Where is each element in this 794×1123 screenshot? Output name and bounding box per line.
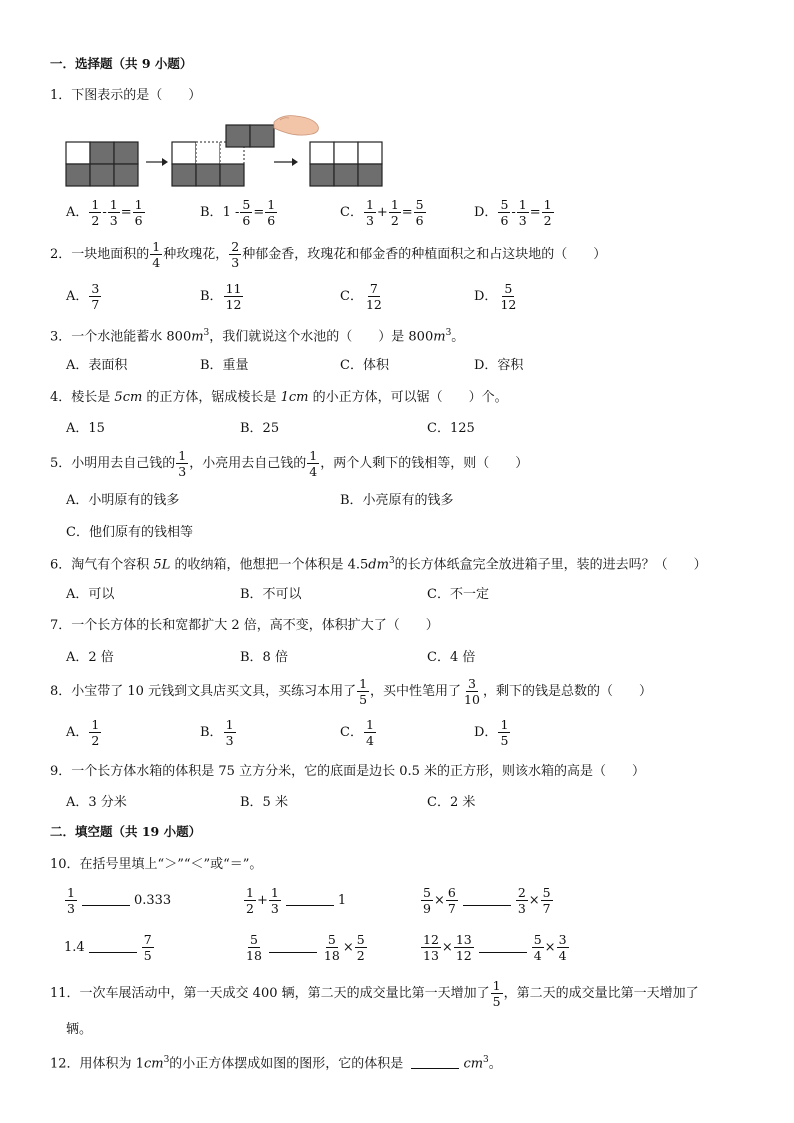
question-7-stem: 7．一个长方体的长和宽都扩大 2 倍，高不变，体积扩大了（ ） [50, 618, 439, 633]
question-10-stem: 10．在括号里填上“＞”“＜”或“＝”。 [50, 857, 263, 872]
grid-removing [172, 116, 318, 186]
question-1-stem: 1．下图表示的是（ ） [50, 88, 202, 103]
q10-expr-4: 1.4 $\frac{7}{5}$ [64, 932, 152, 964]
arrow-2 [274, 158, 298, 166]
question-2-stem: 2．一块地面积的 $\frac{1}{4}$ 种玫瑰花， $\frac{2}{3}$ 种郁金香，玫瑰花和郁金香的种植面积之和占这块地的（ ） [50, 239, 607, 271]
q3-option-d[interactable]: D．容积 [474, 358, 524, 373]
q9-option-a[interactable]: A．3 分米 [66, 795, 127, 810]
question-9-stem: 9．一个长方体水箱的体积是 75 立方分米，它的底面是边长 0.5 米的正方形，则该水箱的高是（ ） [50, 764, 646, 779]
q3-option-c[interactable]: C．体积 [340, 358, 389, 373]
question-11-line2: 辆。 [66, 1022, 93, 1037]
q1-option-b[interactable]: B．1 - $\frac{5}{6}$ = $\frac{1}{6}$ [200, 197, 276, 229]
hand-icon [274, 116, 318, 136]
q1-option-c[interactable]: C． $\frac{1}{3}$ + $\frac{1}{2}$ = $\frac{5}{6}$ [340, 197, 424, 229]
q6-option-b[interactable]: B．不可以 [240, 587, 302, 602]
section-2-title: 二．填空题（共 19 小题） [50, 824, 202, 839]
answer-blank[interactable] [286, 904, 334, 906]
q6-option-c[interactable]: C．不一定 [427, 587, 489, 602]
q1-option-d[interactable]: D． $\frac{5}{6}$ - $\frac{1}{3}$ = $\frac{1}{2}$ [474, 197, 552, 229]
q4-option-b[interactable]: B．25 [240, 421, 280, 436]
q6-option-a[interactable]: A．可以 [66, 587, 115, 602]
answer-blank[interactable] [411, 1067, 459, 1069]
question-1-figure [62, 112, 392, 192]
q10-expr-1: $\frac{1}{3}$ 0.333 [67, 885, 172, 917]
q5-option-c[interactable]: C．他们原有的钱相等 [66, 525, 193, 540]
q2-option-b[interactable]: B． $\frac{11}{12}$ [200, 281, 242, 313]
q8-option-d[interactable]: D． $\frac{1}{5}$ [474, 717, 509, 749]
question-5-stem: 5．小明用去自己钱的 $\frac{1}{3}$ ，小亮用去自己钱的 $\frac{1}{4}$ ，两个人剩下的钱相等，则（ ） [50, 448, 529, 480]
question-4-stem: 4．棱长是 5cm 的正方体，锯成棱长是 1cm 的小正方体，可以锯（ ）个。 [50, 390, 508, 405]
q8-option-b[interactable]: B． $\frac{1}{3}$ [200, 717, 234, 749]
q10-expr-3: $\frac{5}{9}$ × $\frac{6}{7}$ $\frac{2}{3}$ × $\frac{5}{7}$ [423, 885, 551, 917]
question-6-stem: 6．淘气有个容积 5L 的收纳箱，他想把一个体积是 $4.5dm^3$的长方体纸盒完全放进箱子里，装的进去吗？（ ） [50, 556, 707, 573]
q5-option-b[interactable]: B．小亮原有的钱多 [340, 493, 454, 508]
answer-blank[interactable] [82, 904, 130, 906]
q7-option-c[interactable]: C．4 倍 [427, 650, 476, 665]
question-11-stem: 11．一次车展活动中，第一天成交 400 辆，第二天的成交量比第一天增加了 $\frac{1}{5}$ ，第二天的成交量比第一天增加了 [50, 978, 699, 1010]
q7-option-a[interactable]: A．2 倍 [66, 650, 114, 665]
answer-blank[interactable] [89, 951, 137, 953]
q8-option-c[interactable]: C． $\frac{1}{4}$ [340, 717, 374, 749]
question-12-stem: 12．用体积为 $1cm^3$的小正方体摆成如图的图形，它的体积是 $cm^3$。 [50, 1055, 502, 1072]
question-8-stem: 8．小宝带了 10 元钱到文具店买文具，买练习本用了 $\frac{1}{5}$ ，买中性笔用了 $\frac{3}{10}$ ，剩下的钱是总数的（ ） [50, 676, 652, 708]
section-1-title: 一．选择题（共 9 小题） [50, 56, 193, 71]
q7-option-b[interactable]: B．8 倍 [240, 650, 288, 665]
answer-blank[interactable] [269, 951, 317, 953]
answer-blank[interactable] [463, 904, 511, 906]
grid-initial [66, 142, 138, 186]
grid-result [310, 142, 382, 186]
q8-option-a[interactable]: A． $\frac{1}{2}$ [66, 717, 100, 749]
q3-option-b[interactable]: B．重量 [200, 358, 249, 373]
q9-option-c[interactable]: C．2 米 [427, 795, 476, 810]
q9-option-b[interactable]: B．5 米 [240, 795, 288, 810]
q2-option-c[interactable]: C． $\frac{7}{12}$ [340, 281, 382, 313]
answer-blank[interactable] [479, 951, 527, 953]
question-3-stem: 3．一个水池能蓄水 $800m^3$，我们就说这个水池的（ ）是 $800m^3$。 [50, 328, 465, 345]
q10-expr-6: $\frac{12}{13}$ × $\frac{13}{12}$ $\frac{5}{4}$ × $\frac{3}{4}$ [423, 932, 567, 964]
q4-option-a[interactable]: A．15 [66, 421, 105, 436]
q4-option-c[interactable]: C．125 [427, 421, 475, 436]
q10-expr-2: $\frac{1}{2}$ + $\frac{1}{3}$ 1 [246, 885, 347, 917]
q1-option-a[interactable]: A． $\frac{1}{2}$ - $\frac{1}{3}$ = $\frac{1}{6}$ [66, 197, 143, 229]
q3-option-a[interactable]: A．表面积 [66, 358, 128, 373]
q2-option-a[interactable]: A． $\frac{3}{7}$ [66, 281, 100, 313]
q5-option-a[interactable]: A．小明原有的钱多 [66, 493, 180, 508]
q2-option-d[interactable]: D． $\frac{5}{12}$ [474, 281, 517, 313]
q10-expr-5: $\frac{5}{18}$ $\frac{5}{18}$ × $\frac{5}{2}$ [246, 932, 365, 964]
arrow-1 [146, 158, 168, 166]
